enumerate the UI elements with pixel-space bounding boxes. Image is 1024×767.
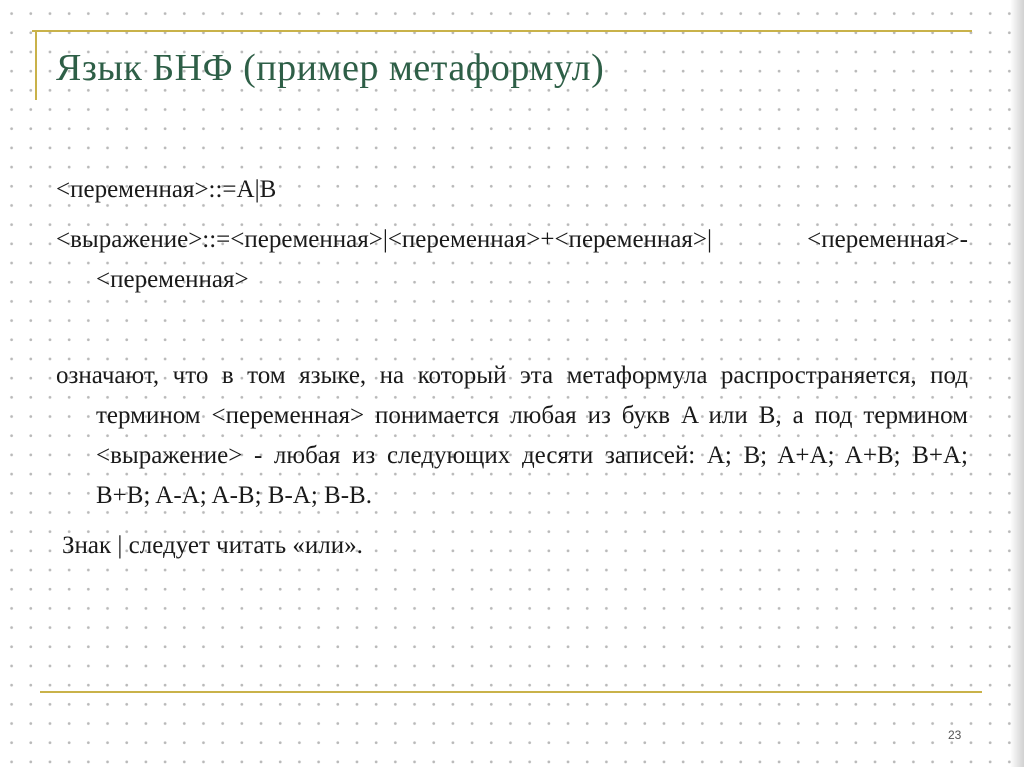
- page-edge-shadow: [1010, 0, 1024, 767]
- title-accent-bar: [35, 30, 37, 100]
- bottom-divider: [40, 691, 982, 693]
- slide-title: Язык БНФ (пример метаформул): [56, 47, 605, 89]
- expression-definition: <выражение>::=<переменная>|<переменная>+<переменная>| <переменная>-<переменная>: [56, 226, 968, 293]
- page-number: 23: [948, 728, 962, 742]
- variable-definition: <переменная>::=A|B: [56, 176, 277, 203]
- top-divider: [32, 30, 972, 32]
- explanation-paragraph: означают, что в том языке, на который эта метаформула распространяется, под термином <переменная> понимается любая из букв A или B, а под термином <выражение> - любая из следующих десяти записей: A; B; A+A; A+B; B+A; B+B; A-A; A-B; B-A; B-B.: [56, 362, 968, 509]
- or-sign-note: Знак | следует читать «или».: [62, 532, 363, 559]
- slide-body: [56, 170, 968, 566]
